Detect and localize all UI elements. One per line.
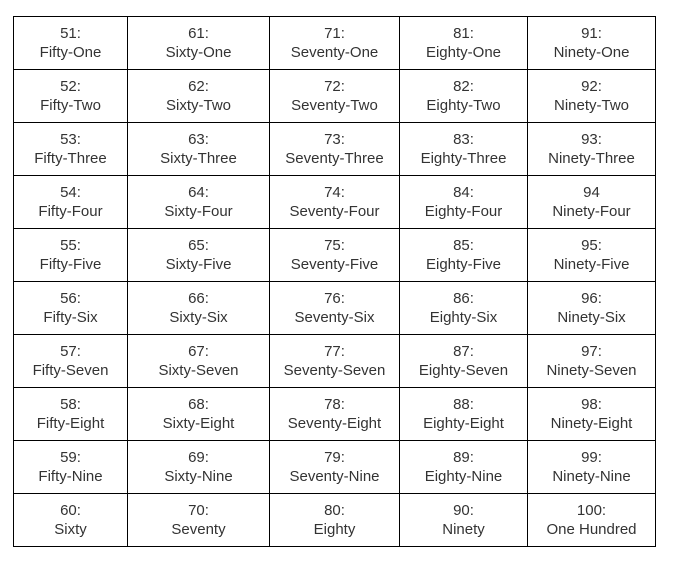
cell-number: 93: xyxy=(581,131,602,148)
cell-number: 59: xyxy=(60,449,81,466)
cell-word: Sixty-Two xyxy=(165,97,231,114)
table-cell xyxy=(14,335,128,388)
cell-number: 86: xyxy=(453,290,474,307)
table-cell xyxy=(528,123,656,176)
cell-number: 73: xyxy=(324,131,345,148)
cell-number: 60: xyxy=(60,502,81,519)
number-words-table xyxy=(13,16,656,547)
cell-number: 96: xyxy=(581,290,602,307)
cell-number: 87: xyxy=(453,343,474,360)
cell-number: 68: xyxy=(188,396,209,413)
cell-number: 83: xyxy=(453,131,474,148)
table-row xyxy=(14,388,656,441)
table-cell xyxy=(400,335,528,388)
cell-number: 89: xyxy=(453,449,474,466)
table-cell xyxy=(270,388,400,441)
cell-word: Eighty-Four xyxy=(424,203,503,220)
cell-word: Fifty-One xyxy=(39,44,102,61)
cell-word: Fifty-Three xyxy=(34,150,107,167)
cell-word: Eighty-Seven xyxy=(418,362,509,379)
cell-number: 95: xyxy=(581,237,602,254)
table-row xyxy=(14,229,656,282)
table-cell xyxy=(528,335,656,388)
cell-word: Eighty-Six xyxy=(429,309,498,326)
table-cell xyxy=(400,123,528,176)
cell-word: Fifty-Five xyxy=(39,256,102,273)
cell-word: Seventy-Eight xyxy=(287,415,382,432)
table-cell xyxy=(128,335,270,388)
cell-number: 72: xyxy=(324,78,345,95)
table-row xyxy=(14,441,656,494)
cell-word: Seventy-Seven xyxy=(283,362,386,379)
cell-word: Seventy-Four xyxy=(289,203,380,220)
table-cell xyxy=(270,123,400,176)
cell-word: Fifty-Four xyxy=(38,203,103,220)
table-cell xyxy=(14,176,128,229)
cell-number: 56: xyxy=(60,290,81,307)
cell-number: 69: xyxy=(188,449,209,466)
cell-word: Eighty-Two xyxy=(426,97,501,114)
table-cell xyxy=(528,70,656,123)
cell-number: 75: xyxy=(324,237,345,254)
table-cell xyxy=(270,494,400,547)
table-cell xyxy=(400,282,528,335)
table-cell xyxy=(128,494,270,547)
cell-word: Sixty-Nine xyxy=(164,468,233,485)
table-cell xyxy=(14,388,128,441)
cell-number: 55: xyxy=(60,237,81,254)
cell-word: Ninety-Five xyxy=(553,256,630,273)
cell-number: 54: xyxy=(60,184,81,201)
cell-number: 80: xyxy=(324,502,345,519)
cell-word: One Hundred xyxy=(546,521,637,538)
table-cell xyxy=(528,229,656,282)
cell-word: Sixty-Three xyxy=(160,150,237,167)
cell-number: 82: xyxy=(453,78,474,95)
cell-word: Fifty-Eight xyxy=(36,415,105,432)
table-row xyxy=(14,176,656,229)
cell-number: 63: xyxy=(188,131,209,148)
cell-number: 64: xyxy=(188,184,209,201)
cell-word: Ninety-Four xyxy=(552,203,631,220)
cell-number: 51: xyxy=(60,25,81,42)
table-row xyxy=(14,17,656,70)
cell-word: Sixty-One xyxy=(165,44,232,61)
table-cell xyxy=(528,176,656,229)
table-cell xyxy=(270,229,400,282)
cell-word: Ninety-Three xyxy=(548,150,635,167)
cell-word: Seventy-Six xyxy=(294,309,375,326)
cell-word: Seventy-One xyxy=(290,44,379,61)
cell-number: 53: xyxy=(60,131,81,148)
cell-number: 88: xyxy=(453,396,474,413)
cell-word: Eighty xyxy=(313,521,356,538)
table-cell xyxy=(400,176,528,229)
cell-number: 61: xyxy=(188,25,209,42)
cell-number: 85: xyxy=(453,237,474,254)
table-cell xyxy=(128,441,270,494)
cell-number: 58: xyxy=(60,396,81,413)
cell-number: 70: xyxy=(188,502,209,519)
table-cell xyxy=(400,70,528,123)
table-cell xyxy=(528,388,656,441)
cell-number: 52: xyxy=(60,78,81,95)
cell-word: Seventy-Two xyxy=(291,97,378,114)
cell-word: Seventy-Five xyxy=(290,256,379,273)
table-cell xyxy=(528,441,656,494)
table-cell xyxy=(14,441,128,494)
cell-word: Eighty-Three xyxy=(420,150,507,167)
cell-word: Ninety-Nine xyxy=(552,468,631,485)
cell-word: Seventy-Nine xyxy=(289,468,380,485)
cell-number: 91: xyxy=(581,25,602,42)
table-cell xyxy=(14,70,128,123)
cell-word: Sixty-Seven xyxy=(158,362,239,379)
table-cell xyxy=(128,123,270,176)
table-row xyxy=(14,70,656,123)
cell-word: Ninety-One xyxy=(553,44,630,61)
cell-word: Eighty-Five xyxy=(425,256,502,273)
table-row xyxy=(14,494,656,547)
cell-number: 78: xyxy=(324,396,345,413)
cell-word: Ninety xyxy=(442,521,485,538)
cell-word: Eighty-One xyxy=(425,44,502,61)
table-cell xyxy=(270,70,400,123)
cell-number: 65: xyxy=(188,237,209,254)
cell-word: Ninety-Two xyxy=(553,97,630,114)
cell-number: 97: xyxy=(581,343,602,360)
table-cell xyxy=(14,229,128,282)
table-row xyxy=(14,282,656,335)
cell-number: 77: xyxy=(324,343,345,360)
table-cell xyxy=(14,17,128,70)
table-cell xyxy=(400,388,528,441)
cell-number: 74: xyxy=(324,184,345,201)
cell-word: Sixty-Eight xyxy=(162,415,235,432)
cell-word: Fifty-Seven xyxy=(32,362,109,379)
cell-word: Sixty xyxy=(54,521,87,538)
table-row xyxy=(14,335,656,388)
table-cell xyxy=(128,388,270,441)
cell-number: 92: xyxy=(581,78,602,95)
cell-number: 57: xyxy=(60,343,81,360)
cell-word: Fifty-Nine xyxy=(38,468,103,485)
table-cell xyxy=(528,494,656,547)
table-cell xyxy=(128,282,270,335)
cell-word: Sixty-Four xyxy=(164,203,233,220)
cell-word: Eighty-Nine xyxy=(424,468,503,485)
table-body xyxy=(14,17,656,547)
table-cell xyxy=(128,17,270,70)
cell-word: Ninety-Eight xyxy=(550,415,633,432)
cell-word: Sixty-Five xyxy=(165,256,232,273)
table-cell xyxy=(14,494,128,547)
cell-word: Fifty-Six xyxy=(43,309,98,326)
cell-number: 81: xyxy=(453,25,474,42)
cell-word: Ninety-Six xyxy=(557,309,626,326)
cell-number: 90: xyxy=(453,502,474,519)
table-cell xyxy=(14,123,128,176)
cell-number: 76: xyxy=(324,290,345,307)
cell-number: 99: xyxy=(581,449,602,466)
cell-number: 66: xyxy=(188,290,209,307)
table-cell xyxy=(270,17,400,70)
table-cell xyxy=(528,17,656,70)
table-cell xyxy=(528,282,656,335)
table-row xyxy=(14,123,656,176)
table-cell xyxy=(400,17,528,70)
cell-number: 62: xyxy=(188,78,209,95)
table-cell xyxy=(400,441,528,494)
table-cell xyxy=(270,282,400,335)
table-cell xyxy=(270,441,400,494)
table-cell xyxy=(270,176,400,229)
cell-word: Eighty-Eight xyxy=(423,415,504,432)
table-cell xyxy=(128,70,270,123)
table-cell xyxy=(270,335,400,388)
cell-number: 84: xyxy=(453,184,474,201)
cell-word: Fifty-Two xyxy=(40,97,101,114)
cell-word: Sixty-Six xyxy=(169,309,228,326)
cell-word: Seventy xyxy=(171,521,226,538)
cell-number: 67: xyxy=(188,343,209,360)
table-cell xyxy=(14,282,128,335)
table-cell xyxy=(400,494,528,547)
cell-number: 94 xyxy=(583,184,600,201)
cell-word: Ninety-Seven xyxy=(546,362,637,379)
table-cell xyxy=(128,229,270,282)
table-cell xyxy=(128,176,270,229)
cell-number: 79: xyxy=(324,449,345,466)
cell-word: Seventy-Three xyxy=(285,150,384,167)
cell-number: 98: xyxy=(581,396,602,413)
cell-number: 100: xyxy=(576,502,607,519)
table-cell xyxy=(400,229,528,282)
cell-number: 71: xyxy=(324,25,345,42)
